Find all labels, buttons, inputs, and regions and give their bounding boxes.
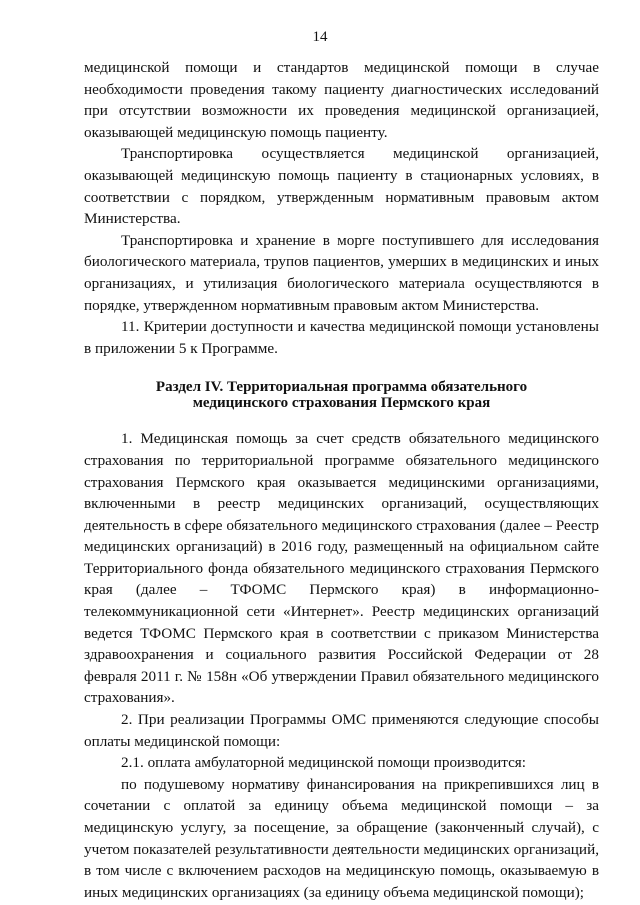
section-heading-line: медицинского страхования Пермского края xyxy=(192,394,491,411)
section-heading-line: Раздел IV. Территориальная программа обязательного xyxy=(155,379,528,396)
paragraph: 2. При реализации Программы ОМС применяются следующие способы оплаты медицинской помощи: xyxy=(84,711,599,750)
paragraph: по подушевому нормативу финансирования на прикрепившихся лиц в сочетании с оплатой за единицу объема медицинской помощи – за медицинскую услугу, за посещение, за обращение (законченный случай), с учетом показателей результативности деятельности медицинских организаций, в том числе с включением расходов на медицинскую помощь, оказываемую в иных медицинских организациях (за единицу объема медицинской помощи); xyxy=(84,775,599,901)
document-body xyxy=(84,57,599,903)
paragraph: Транспортировка и хранение в морге поступившего для исследования биологического материала, трупов пациентов, умерших в медицинских и иных организациях, и утилизация биологического материала осуществляются в порядке, утвержденном нормативным правовым актом Министерства. xyxy=(84,231,599,314)
section-heading xyxy=(84,380,599,411)
page-number: 14 xyxy=(312,29,328,45)
paragraph: медицинской помощи и стандартов медицинской помощи в случае необходимости проведения такому пациенту диагностических исследований при отсутствии возможности их проведения медицинской организацией, оказывающей медицинскую помощь пациенту. xyxy=(84,59,599,141)
section-intro xyxy=(84,57,599,359)
paragraph: 1. Медицинская помощь за счет средств обязательного медицинского страхования по территориальной программе обязательного медицинского страхования Пермского края оказывается медицинскими организациями, включенными в реестр медицинских организаций, осуществляющих деятельность в сфере обязательного медицинского страхования (далее – Реестр медицинских организаций) в 2016 году, размещенный на официальном сайте Территориального фонда обязательного медицинского страхования Пермского края (далее – ТФОМС Пермского края) в информационно-телекоммуникационной сети «Интернет». Реестр медицинских организаций ведется ТФОМС Пермского края в соответствии с приказом Министерства здравоохранения и социального развития Российской Федерации от 28 февраля 2011 г. № 158н «Об утверждении Правил обязательного медицинского страхования». xyxy=(84,430,599,707)
paragraph: 2.1. оплата амбулаторной медицинской помощи производится: xyxy=(121,754,527,772)
paragraph: 11. Критерии доступности и качества медицинской помощи установлены в приложении 5 к Программе. xyxy=(84,318,599,357)
section-body xyxy=(84,428,599,903)
paragraph: Транспортировка осуществляется медицинской организацией, оказывающей медицинскую помощь пациенту в стационарных условиях, в соответствии с порядком, утвержденным нормативным правовым актом Министерства. xyxy=(84,145,599,228)
